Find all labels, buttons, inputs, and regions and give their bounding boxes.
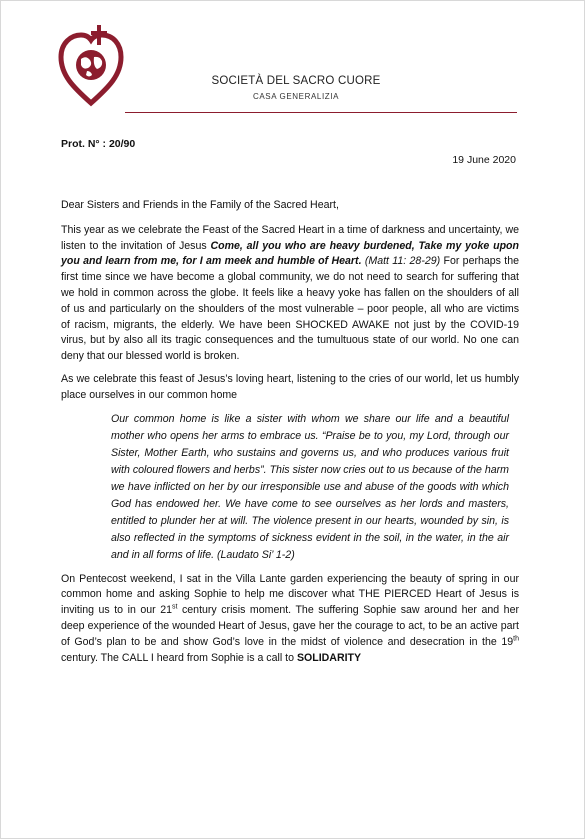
scripture-quote: Come, all you who are heavy burdened, Take my yoke upon you and learn from me, for I am meek and humble of Heart. — [61, 239, 519, 268]
paragraph-3: On Pentecost weekend, I sat in the Villa Lante garden experiencing the beauty of spring in our common home and asking Sophie to help me discover what THE PIERCED Heart of Jesus is inviting us to in our 21st century crisis moment. The suffering Sophie saw around her and her deep experience of the wounded Heart of Jesus, gave her the courage to act, to be an active part of God’s plan to be and show God’s love in the midst of violence and desecration in the 19th century. The CALL I heard from Sophie is a call to SOLIDARITY — [61, 572, 519, 664]
paragraph-2: As we celebrate this feast of Jesus’s loving heart, listening to the cries of our world, let us humbly place ourselves in our common home — [61, 372, 519, 401]
org-name: SOCIETÀ DEL SACRO CUORE — [211, 75, 381, 87]
salutation: Dear Sisters and Friends in the Family of the Sacred Heart, — [61, 199, 339, 211]
solidarity-emphasis: SOLIDARITY — [296, 651, 362, 664]
protocol-number: Prot. N° : 20/90 — [61, 138, 136, 150]
letterhead-divider — [125, 112, 517, 113]
scripture-reference: (Matt 11: 28-29) — [361, 255, 441, 268]
sacred-heart-globe-logo — [57, 21, 125, 109]
block-quote: Our common home is like a sister with whom we share our life and a beautiful mother who opens her arms to embrace us. “Praise be to you, my Lord, through our Sister, Mother Earth, who sustains and governs us, and who produces various fruit with coloured flowers and herbs”. This sister now cries out to us because of the harm we have inflicted on her by our irresponsible use and abuse of the goods with which God has endowed her. We have come to see ourselves as her lords and masters, entitled to plunder her at will. The violence present in our hearts, wounded by sin, is also reflected in the symptoms of sickness evident in the soil, in the water, in the air and in all forms of life. (Laudato Si’ 1-2) — [111, 412, 509, 561]
letter-date: 19 June 2020 — [452, 154, 516, 166]
paragraph-1: This year as we celebrate the Feast of the Sacred Heart in a time of darkness and uncertainty, we listen to the invitation of Jesus Come, all you who are heavy burdened, Take my yoke upon you and learn from me, for I am meek and humble of Heart. (Matt 11: 28-29) For perhaps the first time since we have become a global community, we do not need to search for suffering that we hold in common across the globe. It feels like a heavy yoke has fallen on the shoulders of all of us and particularly on the shoulders of the most vulnerable – poor people, all who are victims of racism, migrants, the elderly. We have been SHOCKED AWAKE not just by the COVID-19 virus, but by also all its tragic consequences and the tumultuous state of our world. No one can deny that our blessed world is broken. — [61, 223, 520, 363]
org-subtitle: CASA GENERALIZIA — [252, 92, 340, 101]
letterhead — [171, 75, 421, 101]
letter-body — [61, 198, 519, 673]
